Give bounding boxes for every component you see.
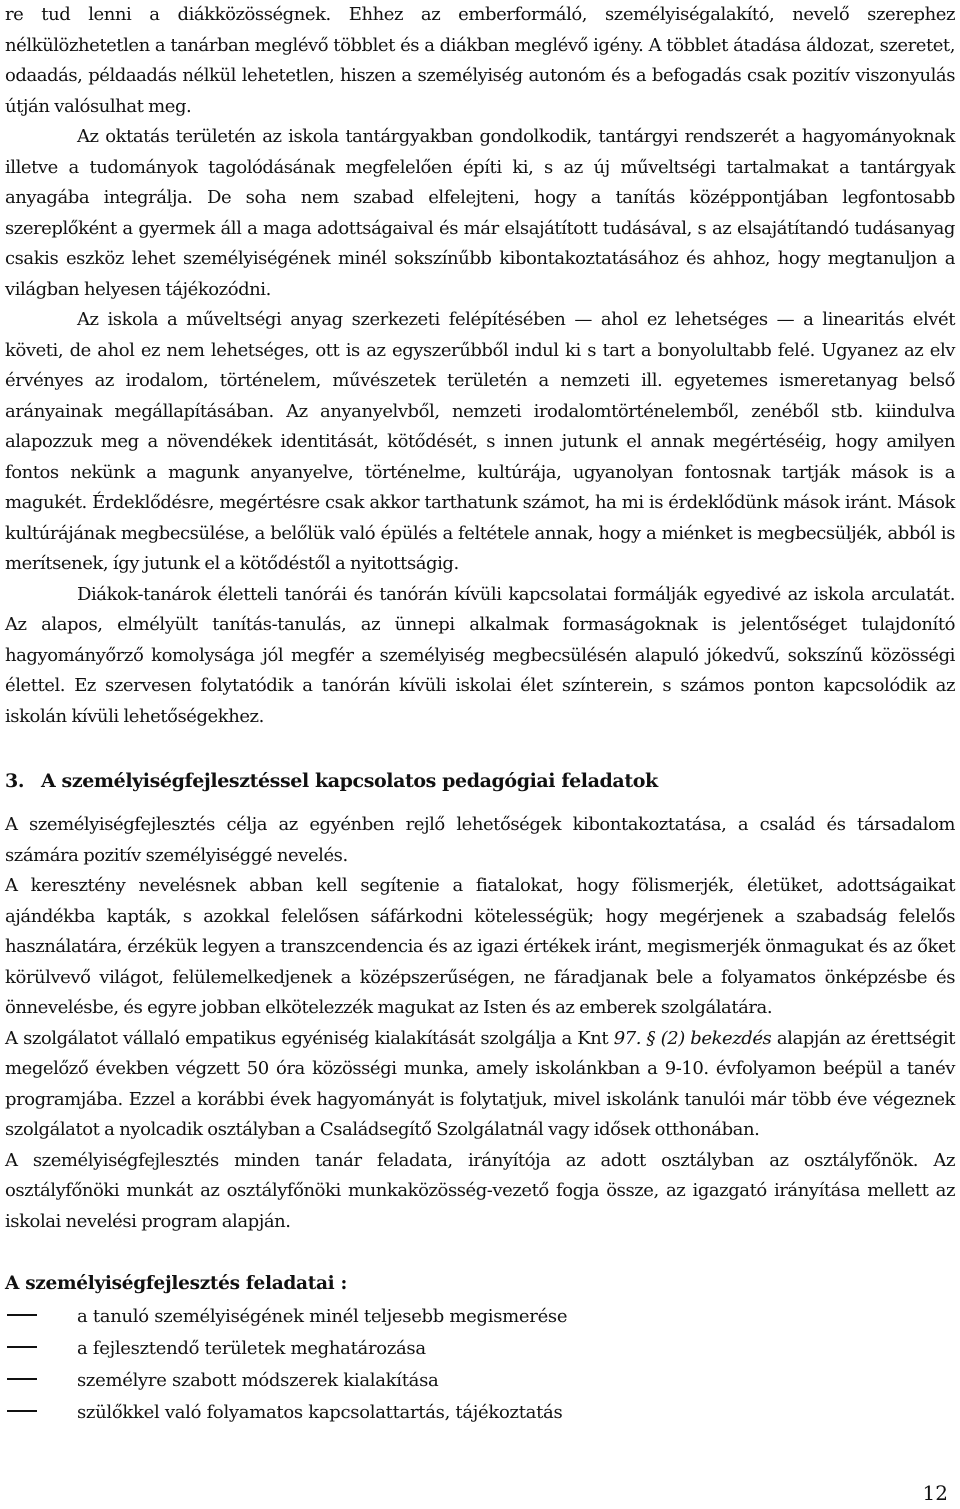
tasks-heading: A személyiségfejlesztés feladatai :: [5, 1273, 348, 1294]
list-item-text: személyre szabott módszerek kialakítása: [77, 1370, 439, 1391]
paragraph-goal: A személyiségfejlesztés célja az egyénben rejlő lehetőségek kibontakoztatása, a család és társadalom számára pozitív személyiséggé nevelés.: [5, 814, 955, 866]
paragraph-school-life: Diákok-tanárok életteli tanórái és tanórán kívüli kapcsolatai formálják egyedivé az iskola arculatát. Az alapos, elmélyült tanítás-tanulás, az ünnepi alkalmak formaságoknak is jelentőséget tulajdonító hagyományőrző komolysága jól megfér a személyiség megbecsülésén alapuló jókedvű, sokszínű közösségi élettel. Ez szervesen folytatódik a tanórán kívüli iskolai élet színterein, s számos ponton kapcsolódik az iskolán kívüli lehetőségekhez.: [5, 583, 955, 727]
paragraph-curriculum: Az oktatás területén az iskola tantárgyakban gondolkodik, tantárgyi rendszerét a hagyományoknak illetve a tudományok tagolódásának megfelelően építi ki, s az új műveltségi tartalmakat a tantárgyak anyagába integrálja. De soha nem szabad elfelejteni, hogy a tanítás középpontjában legfontosabb szereplőként a gyermek áll a maga adottságaival és már elsajátított tudásával, s az elsajátítandó tudásanyag csakis eszköz lehet személyiségének minél sokszínűbb kibontakoztatásához és ahhoz, hogy megtanuljon a világban helyesen tájékozódni.: [5, 126, 955, 300]
section-number: 3.: [5, 770, 25, 792]
section-title: A személyiségfejlesztéssel kapcsolatos pedagógiai feladatok: [41, 770, 658, 792]
list-item: [5, 1365, 955, 1397]
list-item: [5, 1333, 955, 1365]
service-text-before: A szolgálatot vállaló empatikus egyéniség kialakítását szolgálja a Knt: [5, 1027, 614, 1049]
paragraph-community-service: [5, 1024, 955, 1146]
paragraph-christian-education: A keresztény nevelésnek abban kell segítenie a fiatalokat, hogy fölismerjék, életüket, adottságaikat ajándékba kapták, s azokkal felelősen sáfárkodni kötelességük; hogy megérjenek a szabadság felelős használatára, érzékük legyen a transzcendencia és az igazi értékek iránt, megismerjék önmagukat és az őket körülvevő világot, felülemelkedjenek a középszerűségen, ne fáradjanak bele a folyamatos önképzésbe és önnevelésbe, és egyre jobban elkötelezzék magukat az Isten és az emberek szolgálatára.: [5, 875, 955, 1018]
paragraph-responsibility: A személyiségfejlesztés minden tanár feladata, irányítója az adott osztályban az osztályfőnök. Az osztályfőnöki munkát az osztályfőnöki munkaközösség-vezető fogja össze, az igazgató irányítása mellett az iskolai nevelési program alapján.: [5, 1149, 955, 1232]
tasks-list: [5, 1301, 955, 1429]
list-item: [5, 1397, 955, 1429]
dash-bullet-icon: [7, 1378, 37, 1380]
dash-bullet-icon: [7, 1314, 37, 1316]
dash-bullet-icon: [7, 1346, 37, 1348]
service-text-after: alapján az érettségit megelőző években végzett 50 óra közösségi munka, amely iskolánkban a 9-10. évfolyamon beépül a tanév programjába. Ezzel a korábbi évek hagyományát is folytatjuk, mivel iskolánk tanulói már több éve végeznek szolgálatot a nyolcadik osztályban a Családsegítő Szolgálatnál vagy idősek otthonában.: [5, 1027, 955, 1140]
dash-bullet-icon: [7, 1410, 37, 1412]
list-item-text: a fejlesztendő területek meghatározása: [77, 1338, 426, 1359]
list-item: [5, 1301, 955, 1333]
spacer: [5, 732, 955, 756]
page-number: 12: [922, 1481, 948, 1505]
section-heading: [5, 766, 955, 796]
paragraph-structure: Az iskola a műveltségi anyag szerkezeti felépítésében — ahol ez lehetséges — a linearitás elvét követi, de ahol ez nem lehetséges, ott is az egyszerűbből indul ki s tart a bonyolultabb felé. Ugyanez az elv érvényes az irodalom, történelem, művészetek területén a nemzeti ill. egyetemes ismeretanyag belső arányainak megállapításában. Az anyanyelvből, nemzeti irodalomtörténelemből, zenéből stb. kiindulva alapozzuk meg a növendékek identitását, kötődését, s innen jutunk el annak megértéséig, hogy amilyen fontos nekünk a magunk anyanyelve, történelme, kultúrája, ugyanolyan fontosnak tartják mások is a magukét. Érdeklődésre, megértésre csak akkor tarthatunk számot, ha mi is érdeklődünk mások iránt. Mások kultúrájának megbecsülése, a belőlük való épülés a feltétele annak, hogy a miénket is megbecsüljék, abból is merítsenek, így jutunk el a kötődéstől a nyitottságig.: [5, 309, 955, 574]
law-reference: 97. § (2) bekezdés: [613, 1027, 772, 1049]
list-item-text: szülőkkel való folyamatos kapcsolattartás, tájékoztatás: [77, 1402, 563, 1423]
paragraph-continuation: re tud lenni a diákközösségnek. Ehhez az emberformáló, személyiségalakító, nevelő szerephez nélkülözhetetlen a tanárban meglévő többlet és a diákban meglévő igény. A többlet átadása áldozat, szeretet, odaadás, példaadás nélkül lehetetlen, hiszen a személyiség autonóm és a befogadás csak pozitív viszonyulás útján valósulhat meg.: [5, 4, 955, 117]
list-item-text: a tanuló személyiségének minél teljesebb megismerése: [77, 1306, 568, 1327]
document-page: [5, 0, 955, 1429]
